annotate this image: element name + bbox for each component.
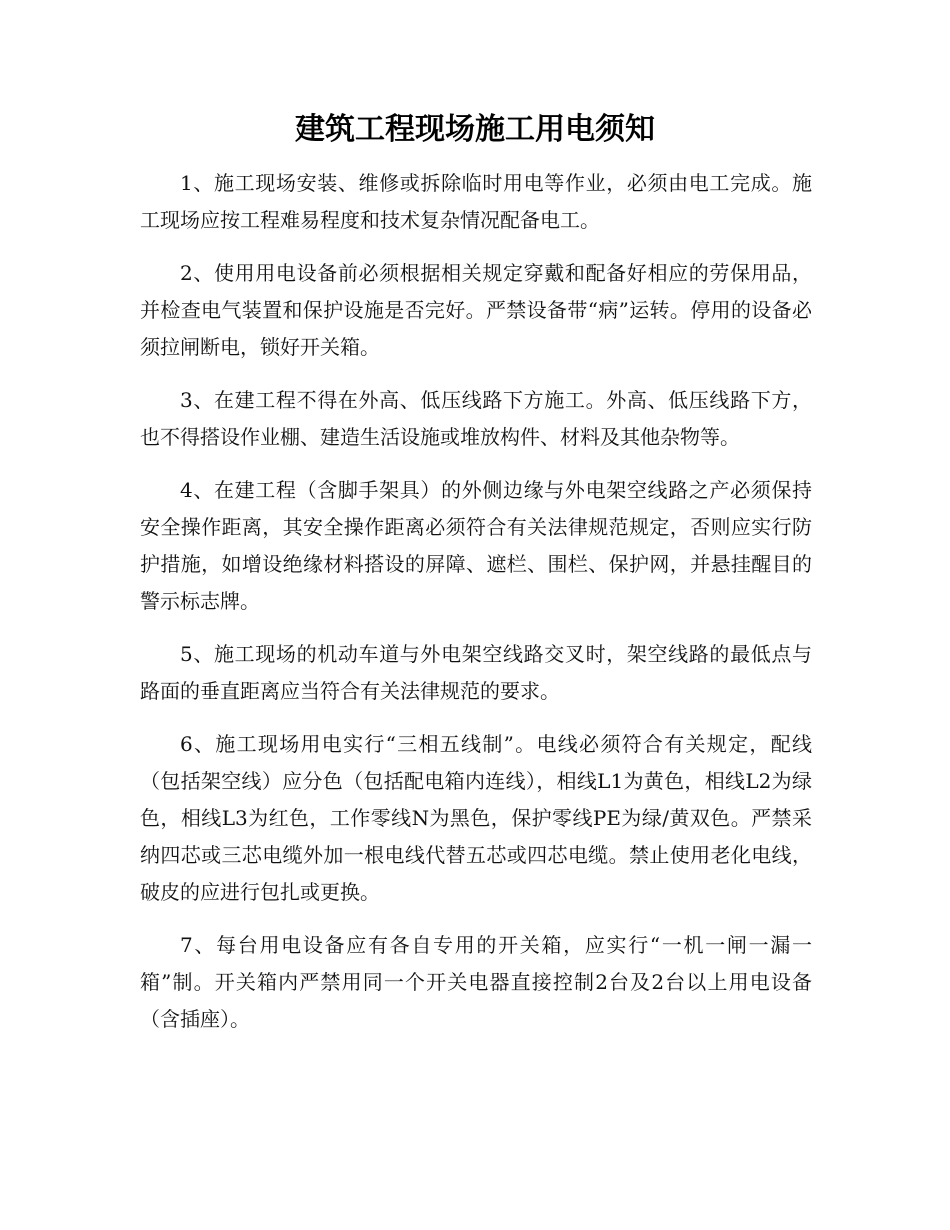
paragraph-5: 5、施工现场的机动车道与外电架空线路交叉时，架空线路的最低点与路面的垂直距离应当符合有关法律规范的要求。 — [140, 642, 812, 703]
paragraph-4: 4、在建工程（含脚手架具）的外侧边缘与外电架空线路之产必须保持安全操作距离，其安全操作距离必须符合有关法律规范规定，否则应实行防护措施，如增设绝缘材料搭设的屏障、遮栏、围栏、保护网，并悬挂醒目的警示标志牌。 — [140, 478, 812, 613]
document-title: 建筑工程现场施工用电须知 — [295, 112, 655, 147]
paragraph-7: 7、每台用电设备应有各自专用的开关箱，应实行“一机一闸一漏一箱”制。开关箱内严禁用同一个开关电器直接控制2台及2台以上用电设备（含插座）。 — [140, 933, 812, 1031]
document-body — [140, 165, 812, 1054]
paragraph-1: 1、施工现场安装、维修或拆除临时用电等作业，必须由电工完成。施工现场应按工程难易程度和技术复杂情况配备电工。 — [140, 171, 812, 232]
paragraph-2: 2、使用用电设备前必须根据相关规定穿戴和配备好相应的劳保用品，并检查电气装置和保护设施是否完好。严禁设备带“病”运转。停用的设备必须拉闸断电，锁好开关箱。 — [140, 261, 812, 359]
paragraph-3: 3、在建工程不得在外高、低压线路下方施工。外高、低压线路下方，也不得搭设作业棚、建造生活设施或堆放构件、材料及其他杂物等。 — [140, 388, 812, 449]
paragraph-6: 6、施工现场用电实行“三相五线制”。电线必须符合有关规定，配线（包括架空线）应分色（包括配电箱内连线），相线L1为黄色，相线L2为绿色，相线L3为红色，工作零线N为黑色，保护零线PE为绿/黄双色。严禁采纳四芯或三芯电缆外加一根电线代替五芯或四芯电缆。禁止使用老化电线，破皮的应进行包扎或更换。 — [140, 732, 812, 904]
